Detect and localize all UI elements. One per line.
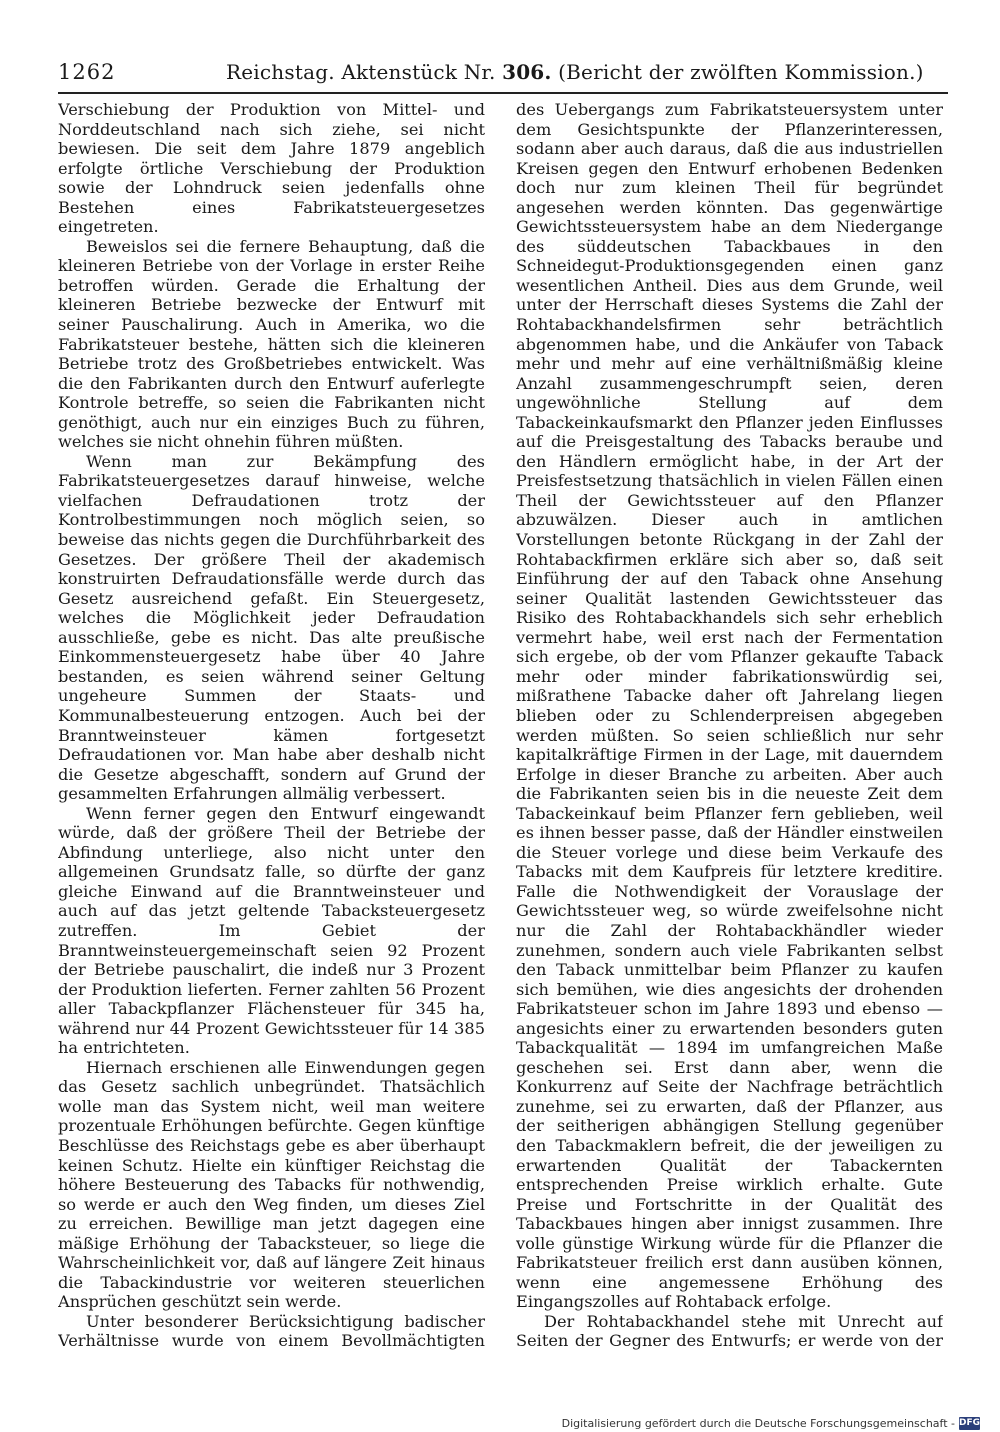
- credit-text: Digitalisierung gefördert durch die Deutsche Forschungsgemeinschaft -: [561, 1416, 955, 1430]
- paragraph: des Uebergangs zum Fabrikatsteuersystem unter dem Gesichtspunkte der Pflanzerinteressen, sodann aber auch daraus, daß die aus industriellen Kreisen gegen den Entwurf erhobenen Bedenken doch nur zum kleinen Theil für begründet angesehen werden könnten. Das gegenwärtige Gewichtssteuersystem habe an dem Niedergange des süddeutschen Tabackbaues in den Schneidegut-Produktionsgegenden einen ganz wesentlichen Antheil. Dies aus dem Grunde, weil unter der Herrschaft dieses Systems die Zahl der Rohtabackhandelsfirmen sehr beträchtlich abgenommen habe, und die Ankäufer von Taback mehr und mehr auf eine verhältnißmäßig kleine Anzahl zusammengeschrumpft seien, deren ungewöhnliche Stellung auf dem Tabackeinkaufsmarkt den Pflanzer jeden Einflusses auf die Preisgestaltung des Tabacks beraube und den Händlern ermöglicht habe, in der Art der Preisfestsetzung thatsächlich in vielen Fällen einen Theil der Gewichtssteuer auf den Pflanzer abzuwälzen. Dieser auch in amtlichen Vorstellungen betonte Rückgang in der Zahl der Rohtabackfirmen erkläre sich aber so, daß seit Einführung der auf den Taback ohne Ansehung seiner Qualität lastenden Gewichtssteuer das Risiko des Rohtabackhandels sich sehr erheblich vermehrt habe, weil erst nach der Fermentation sich ergebe, ob der vom Pflanzer gekaufte Taback mehr oder minder fabrikationswürdig sei, mißrathene Tabacke daher oft Jahrelang liegen blieben oder zu Schlenderpreisen abgegeben werden müßten. So seien schließlich nur sehr kapitalkräftige Firmen in der Lage, mit dauerndem Erfolge in dieser Branche zu arbeiten. Aber auch die Fabrikanten seien bis in die neueste Zeit dem Tabackeinkauf beim Pflanzer fern geblieben, weil es ihnen besser passe, daß der Händler einstweilen die Steuer vorlege und diese beim Verkaufe des Tabacks mit dem Kaufpreis für letztere kreditire. Falle die Nothwendigkeit der Vorauslage der Gewichtssteuer weg, so würde zweifelsohne nicht nur die Zahl der Rohtabackhändler wieder zunehmen, sondern auch viele Fabrikanten selbst den Taback unmittelbar beim Pflanzer zu kaufen sich bemühen, wie dies angesichts der drohenden Fabrikatsteuer schon im Jahre 1893 und ebenso — angesichts einer zu erwartenden besonders guten Tabackqualität — 1894 im umfangreichen Maße geschehen sei. Erst dann aber, wenn die Konkurrenz auf Seite der Nachfrage beträchtlich zunehme, sei zu erwarten, daß der Pflanzer, aus der seitherigen abhängigen Stellung gegenüber den Tabackmaklern befreit, die der jeweiligen zu erwartenden Qualität der Tabackernten entsprechenden Preise wirklich erhalte. Gute Preise und Fortschritte in der Qualität des Tabackbaues hingen aber innigst zusammen. Ihre volle günstige Wirkung würde für die Pflanzer die Fabrikatsteuer freilich erst dann ausüben können, wenn eine angemessene Erhöhung des Eingangszolles auf Rohtaback erfolge.: [516, 100, 943, 1312]
- running-title: [226, 60, 946, 84]
- digitization-credit: [561, 1416, 980, 1430]
- paragraph: Wenn ferner gegen den Entwurf eingewandt würde, daß der größere Theil der Betriebe der Abfindung unterliege, also nicht unter den allgemeinen Grundsatz falle, so dürfte der ganz gleiche Einwand auf die Branntweinsteuer und auch auf das jetzt geltende Tabacksteuergesetz zutreffen. Im Gebiet der Branntweinsteuergemeinschaft seien 92 Prozent der Betriebe pauschalirt, die indeß nur 3 Prozent der Produktion lieferten. Ferner zahlten 56 Prozent aller Tabackpflanzer Flächensteuer für 345 ha, während nur 44 Prozent Gewichtssteuer für 14 385 ha entrichteten.: [58, 803, 485, 1058]
- running-title-prefix: Reichstag. Aktenstück Nr.: [226, 60, 496, 84]
- paragraph: Beweislos sei die fernere Behauptung, daß die kleineren Betriebe von der Vorlage in erster Reihe betroffen würden. Gerade die Erhaltung der kleineren Betriebe bezwecke der Entwurf mit seiner Pauschalirung. Auch in Amerika, wo die Fabrikatsteuer bestehe, hätten sich die kleineren Betriebe trotz des Großbetriebes entwickelt. Was die den Fabrikanten durch den Entwurf auferlegte Kontrole betreffe, so seien die Fabrikanten nicht genöthigt, auch nur ein einziges Buch zu führen, welches sie nicht ohnehin führen müßten.: [58, 236, 485, 452]
- document-number: 306.: [502, 60, 552, 84]
- paragraph: Hiernach erschienen alle Einwendungen gegen das Gesetz sachlich unbegründet. Thatsächlich wolle man das System nicht, weil man weitere prozentuale Erhöhungen befürchte. Gegen künftige Beschlüsse des Reichstags gebe es aber überhaupt keinen Schutz. Hielte ein künftiger Reichstag die höhere Besteuerung des Tabacks für nothwendig, so werde er auch den Weg finden, um dieses Ziel zu erreichen. Bewillige man jetzt dagegen eine mäßige Erhöhung der Tabacksteuer, so liege die Wahrscheinlichkeit vor, daß auf längere Zeit hinaus die Tabackindustrie vor weiteren steuerlichen Ansprüchen geschützt sein werde.: [58, 1057, 485, 1312]
- paragraph: Der Rohtabackhandel stehe mit Unrecht auf Seiten der Gegner des Entwurfs; er werde von der: [516, 1311, 943, 1350]
- right-column: [516, 100, 943, 1350]
- paragraph: Wenn man zur Bekämpfung des Fabrikatsteuergesetzes darauf hinweise, welche vielfachen Defraudationen trotz der Kontrolbestimmungen noch möglich seien, so beweise das nichts gegen die Durchführbarkeit des Gesetzes. Der größere Theil der akademisch konstruirten Defraudationsfälle werde durch das Gesetz ausreichend gefaßt. Ein Steuergesetz, welches die Möglichkeit jeder Defraudation ausschließe, gebe es nicht. Das alte preußische Einkommensteuergesetz habe über 40 Jahre bestanden, es seien während seiner Geltung ungeheure Summen der Staats- und Kommunalbesteuerung entzogen. Auch bei der Branntweinsteuer kämen fortgesetzt Defraudationen vor. Man habe aber deshalb nicht die Gesetze abgeschafft, sondern auf Grund der gesammelten Erfahrungen allmälig verbessert.: [58, 451, 485, 804]
- running-title-suffix: (Bericht der zwölften Kommission.): [558, 60, 924, 84]
- paragraph: Verschiebung der Produktion von Mittel- und Norddeutschland nach sich ziehe, sei nicht bewiesen. Die seit dem Jahre 1879 angeblich erfolgte örtliche Verschiebung der Produktion sowie der Lohndruck seien jedenfalls ohne Bestehen eines Fabrikatsteuergesetzes eingetreten.: [58, 100, 485, 237]
- dfg-logo: DFG: [958, 1418, 980, 1428]
- running-header: [58, 58, 948, 94]
- paragraph: Unter besonderer Berücksichtigung badischer Verhältnisse wurde von einem Bevollmächtigten: [58, 1311, 485, 1350]
- left-column: [58, 100, 485, 1350]
- page-number: 1262: [58, 60, 116, 84]
